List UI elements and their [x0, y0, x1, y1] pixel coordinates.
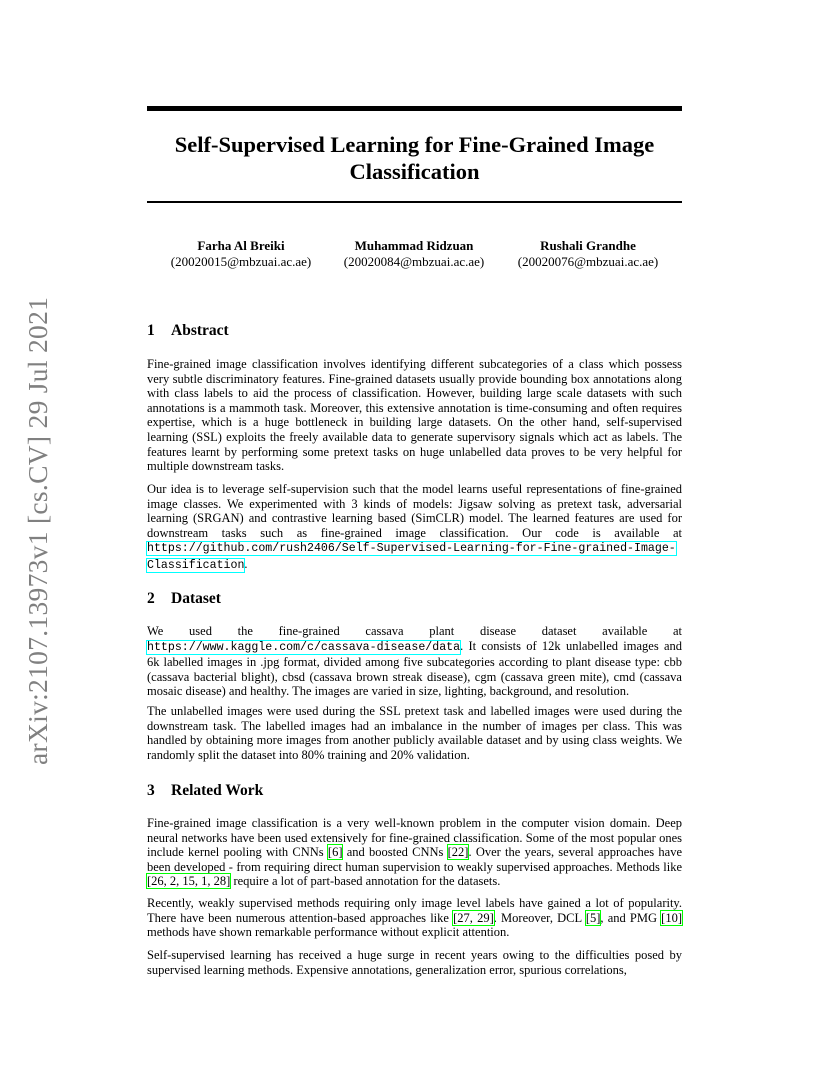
related-paragraph-2 [147, 896, 682, 940]
paragraph-text: and boosted CNNs [342, 845, 448, 860]
github-code-link[interactable]: https://github.com/rush2406/Self-Supervised-Learning-for-Fine-grained-Image-Classification [147, 542, 676, 572]
section-number: 3 [147, 782, 155, 799]
author-1 [166, 238, 316, 270]
section-heading-dataset [147, 590, 221, 608]
dataset-paragraph-1 [147, 624, 682, 699]
author-name: Muhammad Ridzuan [354, 238, 474, 253]
related-paragraph-3 [147, 948, 682, 977]
author-name: Rushali Grandhe [540, 238, 636, 253]
author-email: (20020015@mbzuai.ac.ae) [170, 254, 312, 269]
section-heading-related-work [147, 782, 263, 800]
paragraph-text: . Moreover, DCL [493, 910, 586, 925]
paragraph-text: Fine-grained image classification involves identifying different subcategories of a class which possess very subtle discriminatory features. Fine-grained datasets usually provide bounding box annotations along with class labels to aid the process of classification. However, building large scale datasets with such annotations is a mammoth task. Moreover, this extensive annotation is time-consuming and often requires expertise, which is a huge bottleneck in building large datasets. On the other hand, self-supervised learning (SSL) exploits the freely available data to generate supervisory signals which act as labels. The features learnt by performing some pretext tasks on huge unlabelled data proves to be very helpful for multiple downstream tasks. [147, 357, 682, 474]
title-bottom-rule [147, 201, 682, 203]
kaggle-dataset-link[interactable]: https://www.kaggle.com/c/cassava-disease/data [147, 640, 461, 654]
section-title: Abstract [171, 322, 229, 339]
citation-link[interactable]: [26, 2, 15, 1, 28] [147, 874, 231, 889]
section-heading-abstract [147, 322, 229, 340]
section-title: Dataset [171, 590, 221, 607]
paragraph-end: . [244, 556, 248, 571]
section-title: Related Work [171, 782, 264, 799]
paragraph-text: Recently, weakly supervised methods requiring only image level labels have gained a lot of popularity. There have been numerous attention-based approaches like [147, 896, 682, 925]
paragraph-text: The unlabelled images were used during the SSL pretext task and labelled images were used during the downstream task. The labelled images had an imbalance in the number of images per class. This was handled by obtaining more images from another publicly available dataset and by using class weights. We randomly split the dataset into 80% training and 20% validation. [147, 704, 682, 762]
paragraph-text: Our idea is to leverage self-supervision such that the model learns useful representations of fine-grained image classes. We experimented with 3 kinds of models: Jigsaw solving as pretext task, adversarial learning (SRGAN) and contrastive learning based (SimCLR) model. The learned features are used for downstream tasks such as fine-grained image classification. Our code is available at [147, 482, 682, 540]
citation-link[interactable]: [27, 29] [453, 910, 494, 925]
paragraph-text: Self-supervised learning has received a huge surge in recent years owing to the difficulties posed by supervised learning methods. Expensive annotations, generalization error, spurious correlations, [147, 948, 682, 977]
paragraph-text: . It consists of 12k unlabelled images and 6k labelled images in .jpg format, divided among five subcategories according to plant disease type: cbb (cassava bacterial blight), cbsd (cassava brown streak disease), cgm (cassava green mite), cmd (cassava mosaic disease) and healthy. The images are varied in size, lighting, background, and resolution. [147, 638, 682, 699]
abstract-paragraph-2 [147, 482, 682, 574]
author-2 [339, 238, 489, 270]
citation-link[interactable]: [6] [327, 845, 343, 860]
paragraph-text: require a lot of part-based annotation for the datasets. [230, 874, 501, 889]
section-number: 1 [147, 322, 155, 339]
paragraph-text: . Over the years, several approaches have been developed - from requiring direct human supervision to weakly supervised approaches. Methods like [147, 845, 682, 874]
paragraph-text: Fine-grained image classification is a very well-known problem in the computer vision domain. Deep neural networks have been used extensively for fine-grained classification. Some of the most popular ones include kernel pooling with CNNs [147, 816, 682, 860]
paragraph-text: methods have shown remarkable performance without explicit attention. [147, 925, 510, 940]
paragraph-text: , and PMG [600, 910, 662, 925]
author-3 [513, 238, 663, 270]
paper-title: Self-Supervised Learning for Fine-Grained Image Classification [174, 132, 655, 184]
author-email: (20020084@mbzuai.ac.ae) [343, 254, 485, 269]
arxiv-identifier-stamp: arXiv:2107.13973v1 [cs.CV] 29 Jul 2021 [22, 296, 53, 765]
author-email: (20020076@mbzuai.ac.ae) [517, 254, 659, 269]
citation-link[interactable]: [22] [447, 845, 469, 860]
author-name: Farha Al Breiki [197, 238, 285, 253]
title-top-rule [147, 106, 682, 111]
citation-link[interactable]: [10] [661, 910, 682, 925]
citation-link[interactable]: [5] [585, 910, 601, 925]
section-number: 2 [147, 590, 155, 607]
abstract-paragraph-1 [147, 357, 682, 474]
dataset-paragraph-2 [147, 704, 682, 762]
paragraph-text: We used the fine-grained cassava plant disease dataset available at [147, 624, 682, 638]
related-paragraph-1 [147, 816, 682, 889]
